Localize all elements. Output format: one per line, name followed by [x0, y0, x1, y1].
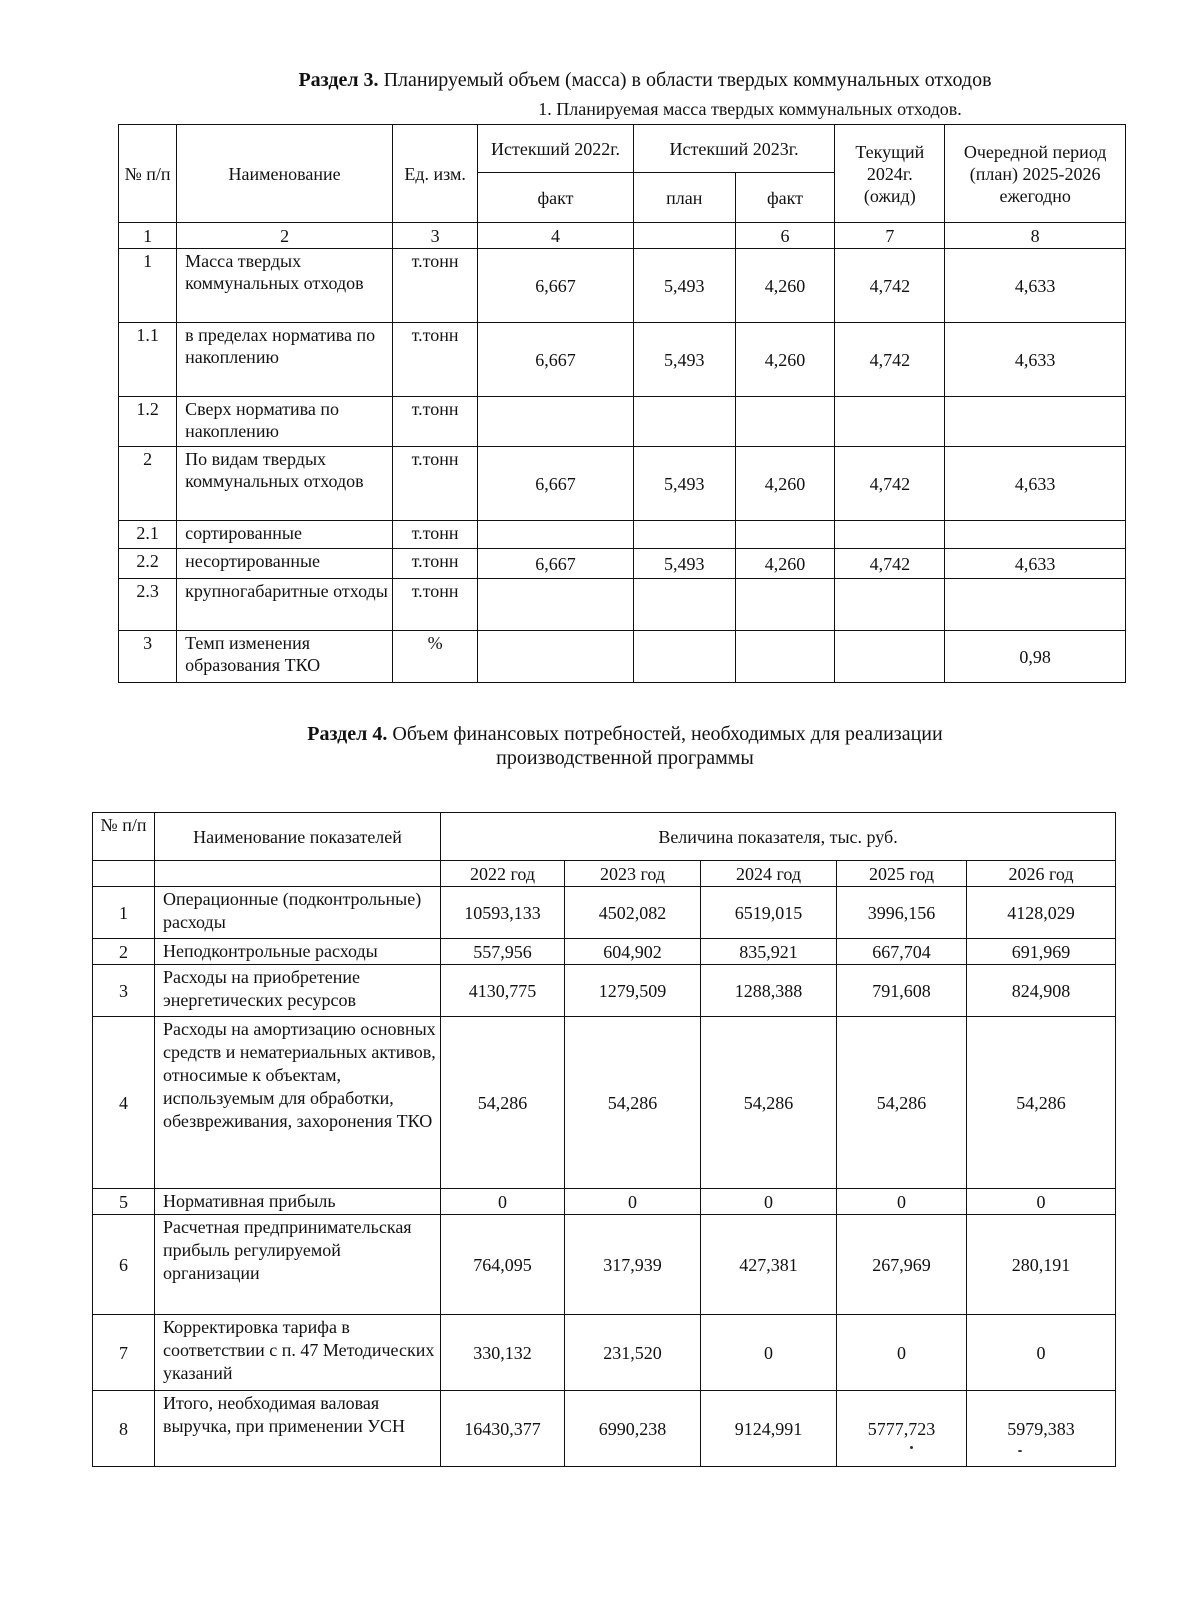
value-2024: 4,742: [835, 323, 945, 397]
row-name: Сверх норматива по накоплению: [177, 397, 393, 447]
value-2022: 0: [441, 1189, 565, 1215]
table-row: [93, 1189, 1116, 1215]
value-2022: 4130,775: [441, 965, 565, 1017]
row-num: 2.2: [119, 549, 177, 579]
row-num: 2: [93, 939, 155, 965]
value-2025: 3996,156: [837, 887, 967, 939]
value-next: [945, 579, 1126, 631]
col-number: 3: [393, 223, 478, 249]
row-unit: т.тонн: [393, 549, 478, 579]
scan-speck: [910, 1446, 913, 1449]
section-3-title-text: Планируемый объем (масса) в области твердых коммунальных отходов: [378, 69, 992, 91]
row-name: Нормативная прибыль: [155, 1189, 441, 1215]
value-2024: 4,742: [835, 447, 945, 521]
value-2022: 330,132: [441, 1315, 565, 1391]
row-unit: т.тонн: [393, 447, 478, 521]
value-2023-fact: 4,260: [735, 549, 835, 579]
row-num: 3: [93, 965, 155, 1017]
financial-needs-table: [92, 812, 1116, 1467]
scan-speck: [1018, 1450, 1022, 1452]
table-row: [119, 631, 1126, 683]
header-2024: Текущий 2024г. (ожид): [835, 125, 945, 223]
column-numbers-row: [119, 223, 1126, 249]
section-3-subtitle: 1. Планируемая масса твердых коммунальных отходов.: [538, 99, 962, 119]
value-2025: 667,704: [837, 939, 967, 965]
value-2024: 1288,388: [701, 965, 837, 1017]
value-2026: 824,908: [967, 965, 1116, 1017]
table-row: [119, 447, 1126, 521]
value-2026: 0: [967, 1189, 1116, 1215]
row-name: сортированные: [177, 521, 393, 549]
value-2022: [478, 521, 634, 549]
value-next: 4,633: [945, 447, 1126, 521]
col-number: 6: [735, 223, 835, 249]
value-next: [945, 521, 1126, 549]
col-number: 8: [945, 223, 1126, 249]
value-2022: 6,667: [478, 249, 634, 323]
header-name: Наименование: [177, 125, 393, 223]
value-2023-plan: 5,493: [633, 447, 735, 521]
section-3-title: [150, 68, 1140, 92]
value-2022: 10593,133: [441, 887, 565, 939]
row-name: Корректировка тарифа в соответствии с п. 47 Методических указаний: [155, 1315, 441, 1391]
header-num: № п/п: [119, 125, 177, 223]
table-row: [119, 579, 1126, 631]
row-name: крупногабаритные отходы: [177, 579, 393, 631]
value-2022: [478, 579, 634, 631]
value-2023-fact: [735, 631, 835, 683]
value-2024: [835, 521, 945, 549]
value-2025: 791,608: [837, 965, 967, 1017]
section-3-title-bold: Раздел 3.: [298, 69, 379, 91]
col-number: [633, 223, 735, 249]
section-4-title-line2: производственной программы: [496, 747, 754, 769]
value-2024: 54,286: [701, 1017, 837, 1189]
value-2023-plan: [633, 579, 735, 631]
value-2022: 6,667: [478, 447, 634, 521]
value-2025: 267,969: [837, 1215, 967, 1315]
header-num: № п/п: [93, 813, 155, 861]
value-2024: [835, 631, 945, 683]
header-year: 2025 год: [837, 861, 967, 887]
row-unit: т.тонн: [393, 249, 478, 323]
value-2023-plan: 5,493: [633, 323, 735, 397]
row-num: 1: [93, 887, 155, 939]
table-row: [93, 965, 1116, 1017]
header-2023: Истекший 2023г.: [633, 125, 834, 173]
value-2023-plan: [633, 631, 735, 683]
value-2023: 604,902: [565, 939, 701, 965]
value-2022: [478, 631, 634, 683]
value-2024: 6519,015: [701, 887, 837, 939]
row-num: 7: [93, 1315, 155, 1391]
row-name: несортированные: [177, 549, 393, 579]
row-name: Расчетная предпринимательская прибыль регулируемой организации: [155, 1215, 441, 1315]
value-2024: 0: [701, 1189, 837, 1215]
row-num: 4: [93, 1017, 155, 1189]
value-2024: 4,742: [835, 249, 945, 323]
header-empty: [93, 861, 155, 887]
row-unit: т.тонн: [393, 579, 478, 631]
row-num: 2.1: [119, 521, 177, 549]
header-2023-fact: факт: [735, 173, 835, 223]
value-2026: 691,969: [967, 939, 1116, 965]
waste-mass-table: [118, 124, 1126, 683]
table-row: [93, 939, 1116, 965]
table-row: [119, 549, 1126, 579]
value-2024: 427,381: [701, 1215, 837, 1315]
value-next: 4,633: [945, 323, 1126, 397]
value-2023: 4502,082: [565, 887, 701, 939]
row-num: 5: [93, 1189, 155, 1215]
table-row: [119, 397, 1126, 447]
row-num: 1: [119, 249, 177, 323]
value-2024: 9124,991: [701, 1391, 837, 1467]
value-2024: [835, 397, 945, 447]
table-row: [119, 323, 1126, 397]
section-4-title-bold: Раздел 4.: [307, 723, 388, 745]
value-next: [945, 397, 1126, 447]
table-row: [119, 521, 1126, 549]
row-unit: т.тонн: [393, 521, 478, 549]
header-year: 2023 год: [565, 861, 701, 887]
table-row: [93, 887, 1116, 939]
value-2024: 0: [701, 1315, 837, 1391]
value-2023: 6990,238: [565, 1391, 701, 1467]
header-2022-fact: факт: [478, 173, 634, 223]
value-2023: 1279,509: [565, 965, 701, 1017]
row-name: Масса твердых коммунальных отходов: [177, 249, 393, 323]
header-2023-plan: план: [633, 173, 735, 223]
value-2023-plan: 5,493: [633, 249, 735, 323]
value-2024: 4,742: [835, 549, 945, 579]
row-num: 2: [119, 447, 177, 521]
section-4-title: [200, 722, 1050, 770]
value-2026: 5979,383: [967, 1391, 1116, 1467]
value-2022: 16430,377: [441, 1391, 565, 1467]
row-unit: %: [393, 631, 478, 683]
value-2023-fact: 4,260: [735, 447, 835, 521]
header-2022: Истекший 2022г.: [478, 125, 634, 173]
header-unit: Ед. изм.: [393, 125, 478, 223]
header-year: 2026 год: [967, 861, 1116, 887]
value-2022: [478, 397, 634, 447]
value-2023: 54,286: [565, 1017, 701, 1189]
col-number: 7: [835, 223, 945, 249]
col-number: 1: [119, 223, 177, 249]
value-next: 4,633: [945, 249, 1126, 323]
table-row: [119, 249, 1126, 323]
row-name: Итого, необходимая валовая выручка, при применении УСН: [155, 1391, 441, 1467]
value-next: 4,633: [945, 549, 1126, 579]
table-row: [93, 1017, 1116, 1189]
value-2023: 317,939: [565, 1215, 701, 1315]
value-2022: 6,667: [478, 323, 634, 397]
value-2026: 0: [967, 1315, 1116, 1391]
value-2026: 4128,029: [967, 887, 1116, 939]
row-name: Темп изменения образования ТКО: [177, 631, 393, 683]
value-2024: [835, 579, 945, 631]
value-2023-plan: [633, 397, 735, 447]
value-2025: 54,286: [837, 1017, 967, 1189]
header-year: 2024 год: [701, 861, 837, 887]
value-2022: 764,095: [441, 1215, 565, 1315]
section-4-title-text: Объем финансовых потребностей, необходимых для реализации: [387, 723, 943, 745]
value-2026: 54,286: [967, 1017, 1116, 1189]
row-name: Расходы на приобретение энергетических ресурсов: [155, 965, 441, 1017]
value-2025: 5777,723: [837, 1391, 967, 1467]
header-year: 2022 год: [441, 861, 565, 887]
value-2023-fact: [735, 579, 835, 631]
row-name: Операционные (подконтрольные) расходы: [155, 887, 441, 939]
row-name: По видам твердых коммунальных отходов: [177, 447, 393, 521]
value-2023-plan: [633, 521, 735, 549]
row-name: в пределах норматива по накоплению: [177, 323, 393, 397]
row-num: 2.3: [119, 579, 177, 631]
value-2022: 557,956: [441, 939, 565, 965]
value-2023-fact: 4,260: [735, 249, 835, 323]
row-unit: т.тонн: [393, 397, 478, 447]
row-name: Неподконтрольные расходы: [155, 939, 441, 965]
row-num: 1.1: [119, 323, 177, 397]
value-2023-fact: 4,260: [735, 323, 835, 397]
value-2023-fact: [735, 397, 835, 447]
value-2022: 54,286: [441, 1017, 565, 1189]
value-2023: 231,520: [565, 1315, 701, 1391]
row-num: 3: [119, 631, 177, 683]
value-2023: 0: [565, 1189, 701, 1215]
header-name: Наименование показателей: [155, 813, 441, 861]
table-row: [93, 1215, 1116, 1315]
header-value: Величина показателя, тыс. руб.: [441, 813, 1116, 861]
row-name: Расходы на амортизацию основных средств и нематериальных активов, относимые к объектам, используемым для обработки, обезвреживания, захоронения ТКО: [155, 1017, 441, 1189]
col-number: 4: [478, 223, 634, 249]
value-2023-fact: [735, 521, 835, 549]
header-next-period: Очередной период (план) 2025-2026 ежегодно: [945, 125, 1126, 223]
value-2022: 6,667: [478, 549, 634, 579]
value-2025: 0: [837, 1189, 967, 1215]
row-num: 8: [93, 1391, 155, 1467]
row-unit: т.тонн: [393, 323, 478, 397]
table-row: [93, 1315, 1116, 1391]
value-2025: 0: [837, 1315, 967, 1391]
header-empty: [155, 861, 441, 887]
value-next: 0,98: [945, 631, 1126, 683]
table-row: [93, 1391, 1116, 1467]
value-2024: 835,921: [701, 939, 837, 965]
value-2023-plan: 5,493: [633, 549, 735, 579]
col-number: 2: [177, 223, 393, 249]
row-num: 1.2: [119, 397, 177, 447]
value-2026: 280,191: [967, 1215, 1116, 1315]
row-num: 6: [93, 1215, 155, 1315]
